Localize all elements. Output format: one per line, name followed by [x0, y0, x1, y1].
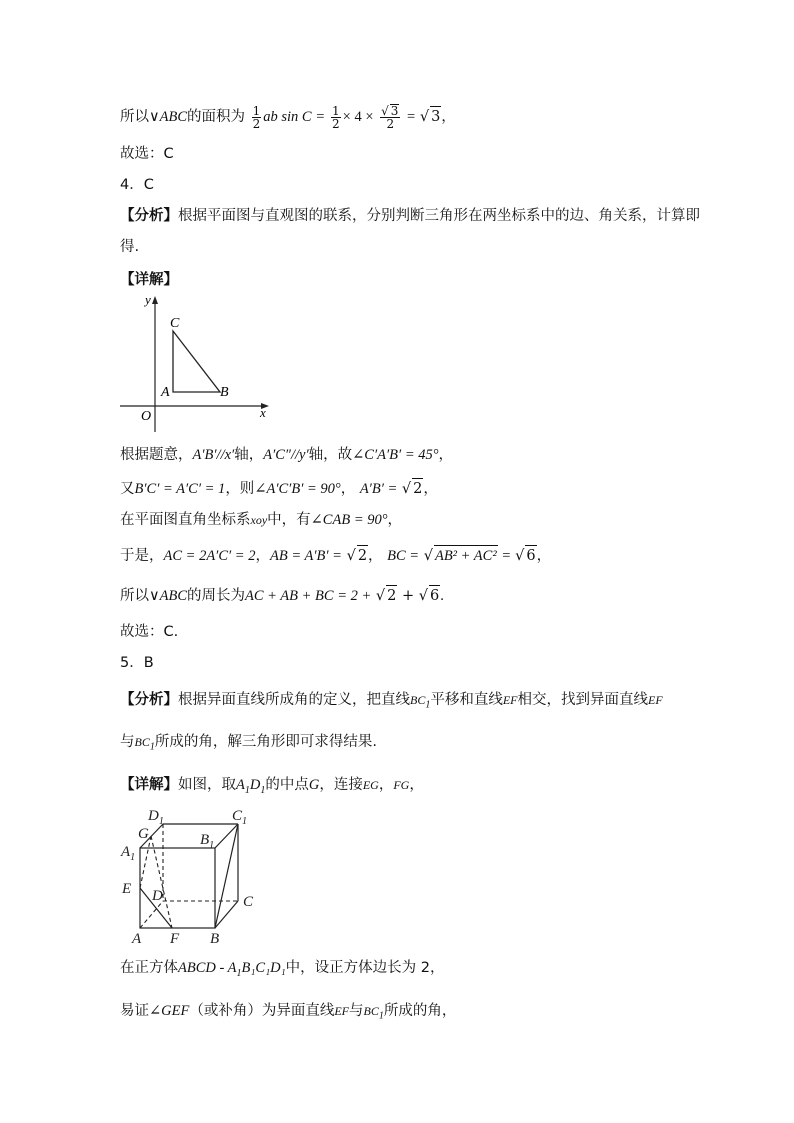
text: ， — [423, 481, 438, 497]
label-d: D — [152, 888, 163, 904]
sqrt6: √ 6 — [419, 588, 440, 604]
answer-line-2: 故选：C. — [120, 624, 179, 640]
text: 与 — [120, 734, 135, 750]
answer-line: 故选：C — [120, 146, 174, 162]
text: 中，设正方体边长为 2， — [285, 960, 445, 976]
text: ， — [409, 777, 424, 793]
equals: = — [316, 109, 325, 125]
math: A′C″//y′ — [263, 447, 309, 463]
text: 如图，取 — [178, 777, 236, 793]
perimeter-line — [120, 585, 444, 606]
label-b: B — [210, 931, 220, 947]
text: ， — [387, 512, 403, 528]
analysis-tag: 【分析】 — [120, 208, 178, 224]
math: A′B′ = — [359, 481, 398, 497]
math: AC = 2A′C′ = 2 — [163, 548, 256, 564]
label-c1: $C_1$ — [232, 808, 248, 827]
label-a: A — [132, 931, 142, 947]
text: ， — [368, 548, 383, 564]
math: G — [308, 777, 320, 793]
math: xoy — [250, 513, 268, 527]
label-b: B — [220, 385, 229, 400]
cube-figure — [118, 806, 268, 948]
text: 在正方体 — [120, 960, 178, 976]
text: 根据题意， — [120, 447, 193, 463]
text: 所成的角，解三角形即可求得结果. — [154, 734, 377, 750]
analysis-line-2 — [120, 690, 663, 715]
label-c: C — [170, 316, 180, 331]
label-f: F — [170, 931, 180, 947]
diagonal-bc1 — [215, 824, 238, 928]
coordinate-triangle-figure — [115, 292, 275, 434]
math: AC + AB + BC = 2 + — [245, 588, 372, 604]
bc1: $BC_1$ — [134, 735, 155, 753]
angle-line — [120, 1001, 456, 1026]
text: 的周长为 — [187, 588, 245, 604]
bc1: $BC_1$ — [410, 693, 431, 711]
math: ∠GEF — [149, 1003, 190, 1019]
text: 根据异面直线所成角的定义，把直线 — [178, 692, 410, 708]
text: 易证 — [120, 1003, 149, 1019]
label-y: y — [145, 292, 151, 307]
math: ∠A′C′B′ = 90° — [254, 481, 341, 497]
text: 在平面图直角坐标系 — [120, 512, 251, 528]
label-a1: $A_1$ — [121, 844, 136, 863]
text: 又 — [120, 481, 135, 497]
label-a: A — [161, 385, 170, 400]
reasoning-line-2 — [120, 478, 438, 499]
math: A′B′//x′ — [192, 447, 235, 463]
a1d1: $A_1D_1$ — [236, 777, 266, 796]
detail-tag: 【详解】 — [120, 272, 178, 288]
label-b1: $B_1$ — [200, 832, 215, 851]
analysis-cont: 得. — [120, 239, 140, 255]
triangle-abc — [173, 331, 220, 392]
text: 轴， — [234, 447, 264, 463]
edge-b1c1 — [215, 824, 238, 848]
reasoning-line-4 — [120, 545, 551, 566]
sqrt2: √ 2 — [402, 481, 423, 497]
text: 所以 — [120, 109, 149, 125]
text: 所以 — [120, 588, 149, 604]
math: FG — [393, 778, 410, 792]
math: EG — [362, 778, 379, 792]
analysis-text: 根据平面图与直观图的联系，分别判断三角形在两坐标系中的边、角关系，计算即 — [178, 208, 700, 224]
math: EF — [648, 693, 663, 707]
cube-name: ABCD - $A_1B_1C_1D_1$ — [178, 960, 286, 979]
label-x: x — [260, 405, 266, 420]
text: ， — [441, 109, 456, 125]
label-d1: $D_1$ — [148, 808, 164, 827]
text: ， — [378, 777, 394, 793]
math: BC = — [387, 548, 420, 564]
text: 中，有 — [267, 512, 311, 528]
sqrt-sum: √ AB² + AC² — [424, 548, 498, 564]
text: 的面积为 — [187, 109, 245, 125]
text: ，则 — [225, 481, 255, 497]
ab-sin-c: ab sin C — [263, 109, 312, 125]
area-line — [120, 104, 456, 130]
detail-tag: 【详解】 — [120, 777, 178, 793]
analysis-line-2-cont — [120, 732, 377, 757]
times-four: × 4 × — [342, 109, 374, 125]
text: 平移和直线 — [430, 692, 503, 708]
question-number-2: 5．B — [120, 655, 154, 671]
math: ∠C′A′B′ = 45° — [352, 447, 439, 463]
text: . — [440, 588, 444, 604]
analysis-line — [120, 206, 700, 226]
label-e: E — [122, 881, 132, 897]
reasoning-line-3 — [120, 510, 402, 530]
text: 于是， — [120, 548, 164, 564]
math: B′C′ = A′C′ = 1 — [134, 481, 226, 497]
sqrt6: √ 6 — [515, 548, 536, 564]
detail-line-2 — [120, 775, 424, 801]
equals: = — [407, 109, 416, 125]
hidden-edge-ad — [140, 901, 163, 928]
text: ，连接 — [319, 777, 363, 793]
fraction-half: $\frac{1}{2}$ — [252, 103, 261, 131]
math: ∠CAB = 90° — [310, 512, 388, 528]
segment-ge — [140, 836, 151, 888]
text: ， — [438, 447, 454, 463]
triangle-abc: ∨ABC — [149, 109, 187, 125]
analysis-tag: 【分析】 — [120, 692, 178, 708]
math: EF — [334, 1004, 350, 1018]
text: ， — [536, 548, 552, 564]
math: ∨ABC — [149, 588, 187, 604]
fraction-sqrt3-over-2: $\frac{√ 3}{2}$ — [381, 104, 399, 131]
text: 与 — [349, 1003, 364, 1019]
sqrt3: √ 3 — [420, 109, 441, 125]
cube-setup-line — [120, 958, 445, 984]
text: ， — [340, 481, 356, 497]
text: 所成的角， — [383, 1003, 457, 1019]
fraction-half-2: $\frac{1}{2}$ — [332, 103, 340, 131]
text: （或补角）为异面直线 — [189, 1003, 335, 1019]
sqrt2: √ 2 — [376, 588, 397, 604]
question-number: 4．C — [120, 177, 154, 193]
text: ， — [255, 548, 270, 564]
plus: + — [401, 588, 415, 604]
text: 的中点 — [265, 777, 309, 793]
label-c: C — [243, 894, 254, 910]
sqrt2: √ 2 — [347, 548, 368, 564]
label-o: O — [141, 409, 152, 424]
y-axis-arrow — [152, 296, 158, 304]
text: 相交，找到异面直线 — [517, 692, 649, 708]
math: EF — [502, 693, 518, 707]
equals: = — [502, 548, 511, 564]
bc1: $BC_1$ — [363, 1004, 384, 1022]
math: AB = A′B′ = — [269, 548, 342, 564]
reasoning-line-1 — [120, 445, 453, 465]
label-g: G — [138, 826, 149, 842]
text: 轴，故 — [308, 447, 353, 463]
